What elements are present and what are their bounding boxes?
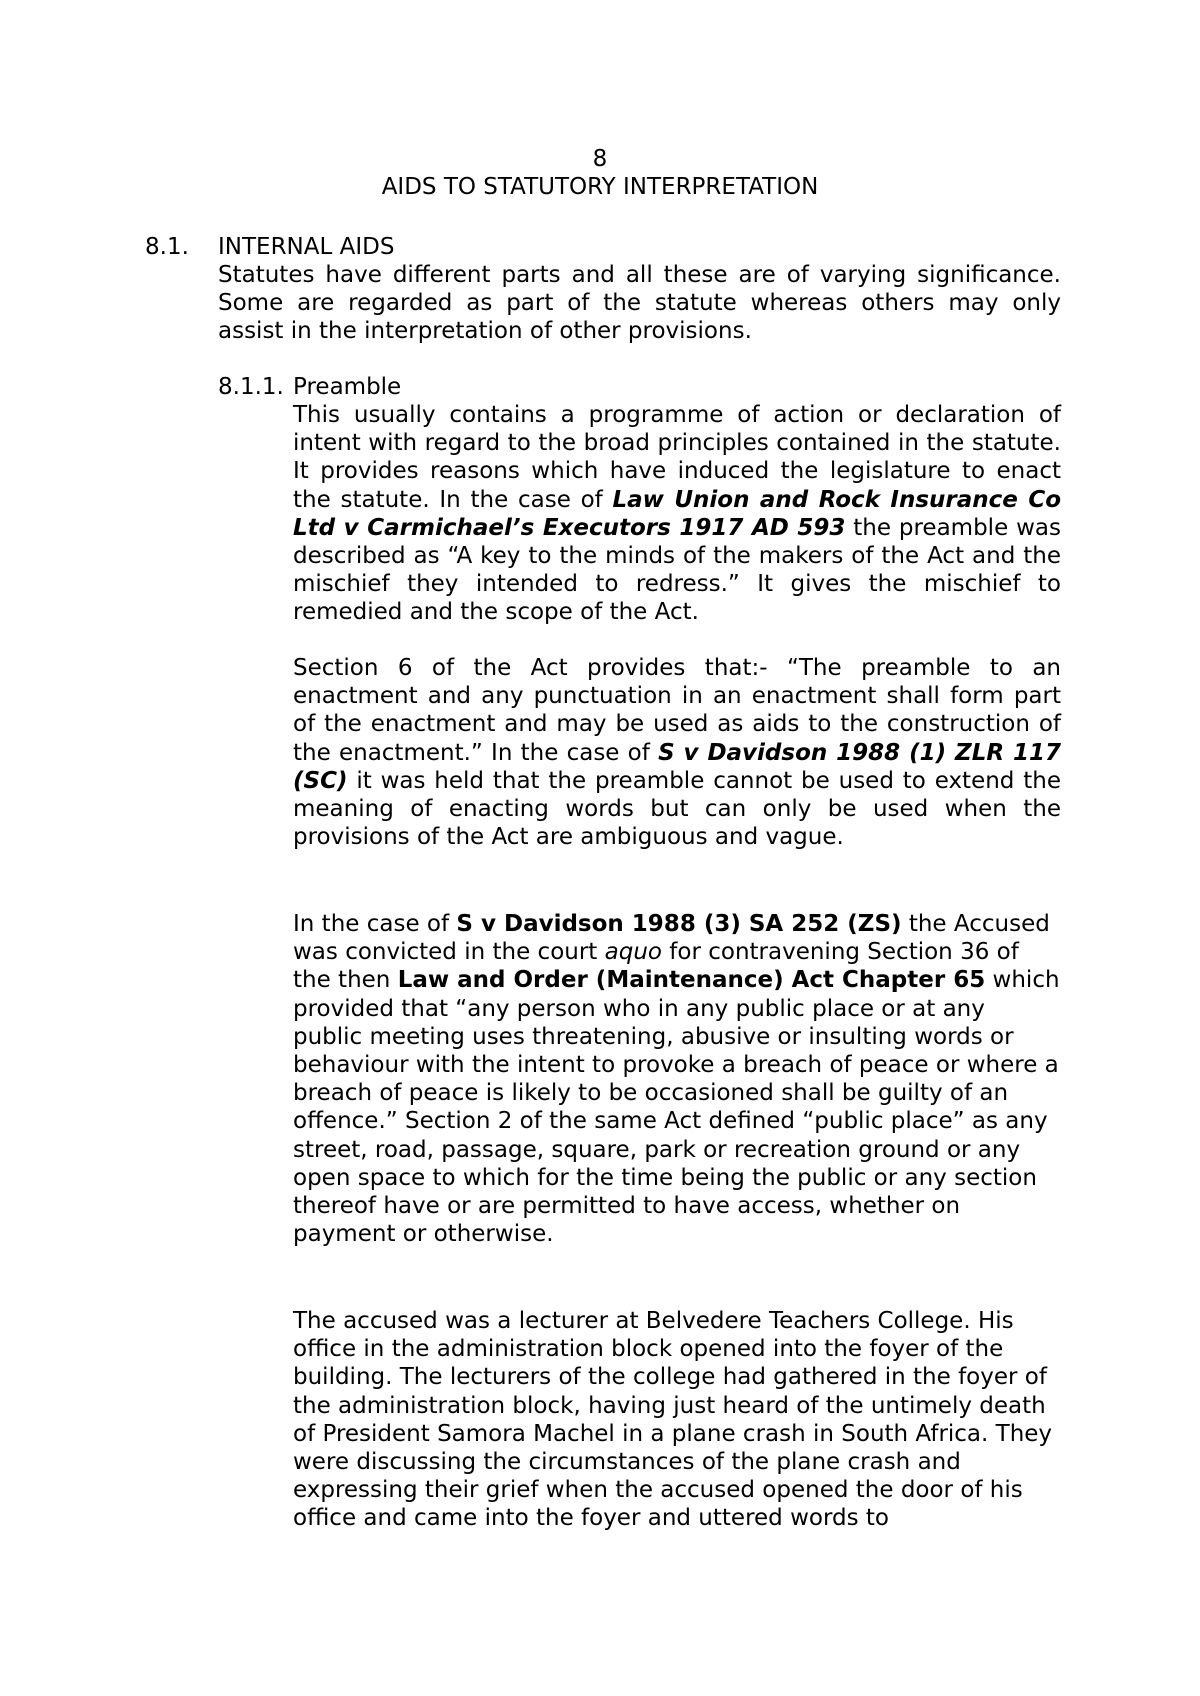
page-number: 8 (592, 146, 608, 172)
paragraph-text: This usually contains a programme of action or declaration of intent with regard to the broad principles contained in the statute. It provides reasons which have induced the legislature to enact the statute. In the case of (293, 402, 1061, 513)
preamble-paragraph-4: The accused was a lecturer at Belvedere Teachers College. His office in the administration block opened into the foyer of the building. The lecturers of the college had gathered in the foyer of the administration block, having just heard of the untimely death of President Samora Machel in a plane crash in South Africa. They were discussing the circumstances of the plane crash and expressing their grief when the accused opened the door of his office and came into the foyer and uttered words to (293, 1308, 1053, 1532)
section-number: 8.1. (145, 234, 189, 260)
subsection-number: 8.1.1. (218, 374, 284, 400)
subsection-title: Preamble (293, 374, 402, 400)
paragraph-text: In the case of (293, 911, 457, 937)
section-title: INTERNAL AIDS (218, 234, 395, 260)
paragraph-text: Section 6 of the Act provides that:- “The preamble to an enactment and any punctuation in an enactment shall form part of the enactment and may be used as aids to the construction of the enactment.” In the case of (293, 655, 1061, 766)
paragraph-text: for contravening Section 36 of the then (293, 939, 1019, 994)
act-citation: Law and Order (Maintenance) Act Chapter 65 (397, 967, 986, 994)
preamble-paragraph-2 (293, 654, 1061, 851)
paragraph-text: it was held that the preamble cannot be used to extend the meaning of enacting words but can only be used when the provisions of the Act are ambiguous and vague. (293, 767, 1061, 851)
latin-term: aquo (604, 939, 662, 966)
case-citation: S v Davidson 1988 (3) SA 252 (ZS) (456, 911, 902, 937)
preamble-paragraph-3 (293, 910, 1061, 1248)
case-citation: S v Davidson 1988 (1) ZLR 117 (SC) (293, 739, 1062, 794)
preamble-paragraph-1 (293, 401, 1061, 627)
section-intro-paragraph: Statutes have different parts and all these are of varying significance. Some are regarded as part of the statute whereas others may only assist in the interpretation of other provisions. (218, 262, 1061, 345)
paragraph-text: the Accused was convicted in the court (293, 911, 1050, 966)
chapter-title: AIDS TO STATUTORY INTERPRETATION (381, 174, 819, 200)
case-citation: Law Union and Rock Insurance Co Ltd v Carmichael’s Executors 1917 AD 593 (293, 486, 1062, 541)
paragraph-text: which provided that “any person who in any public place or at any public meeting uses threatening, abusive or insulting words or behaviour with the intent to provoke a breach of peace or where a breach of peace is likely to be occasioned shall be guilty of an offence.” Section 2 of the same Act defined “public place” as any street, road, passage, square, park or recreation ground or any open space to which for the time being the public or any section thereof have or are permitted to have access, whether on payment or otherwise. (293, 967, 1060, 1248)
paragraph-text: the preamble was described as “A key to the minds of the makers of the Act and the mischief they intended to redress.” It gives the mischief to remedied and the scope of the Act. (293, 514, 1061, 626)
